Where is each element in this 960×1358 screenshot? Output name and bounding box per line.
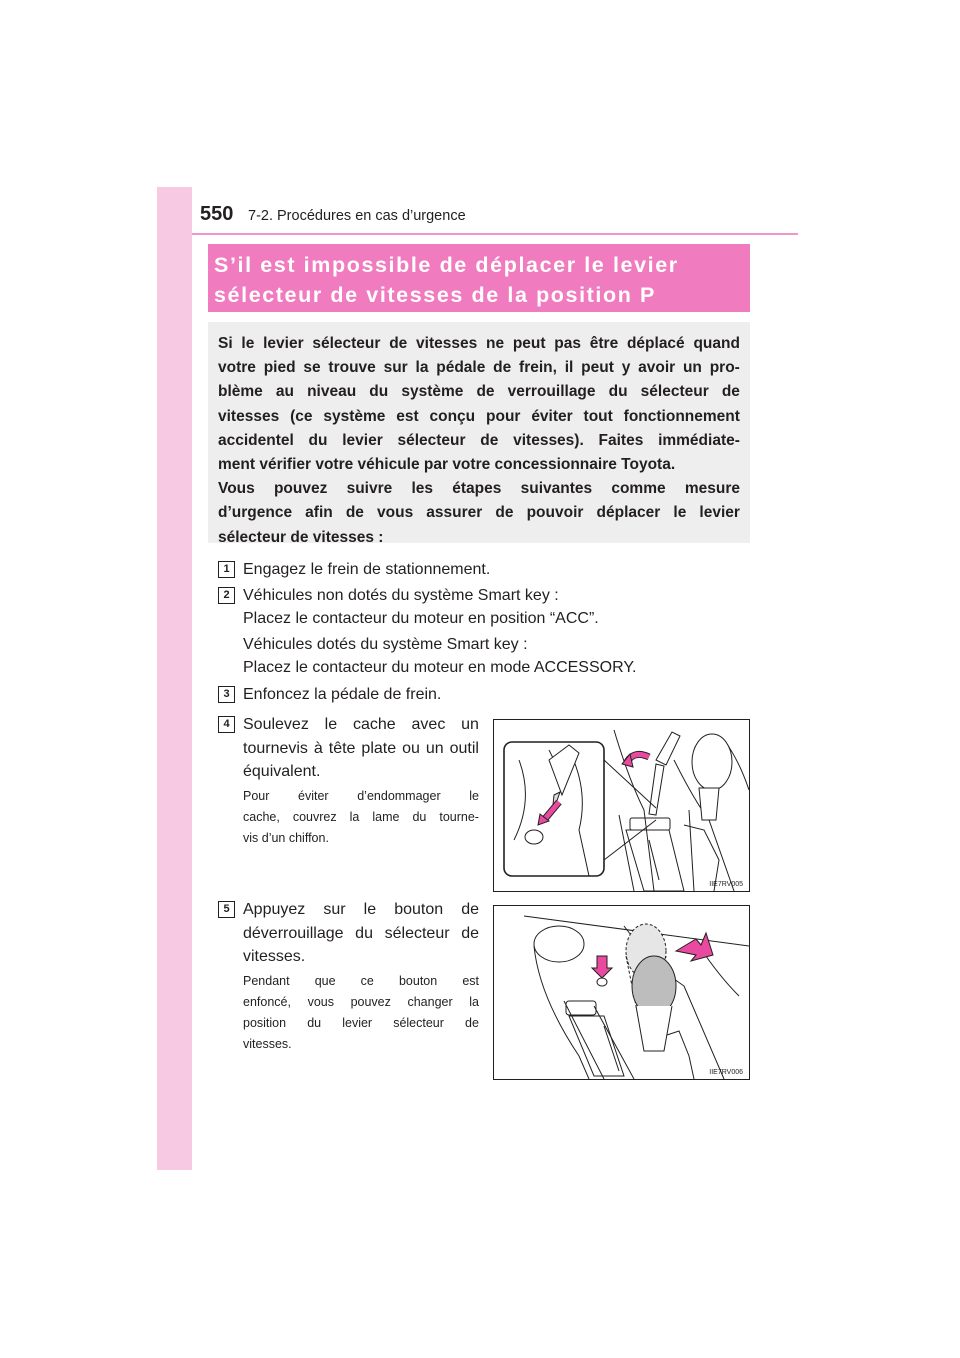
- word: plate: [361, 739, 397, 757]
- section-title-box: [208, 244, 750, 312]
- word: suivre: [346, 480, 393, 498]
- word: éviter: [298, 789, 329, 803]
- word: les: [411, 480, 434, 498]
- step-5-note: [243, 971, 479, 1055]
- word: sur: [383, 359, 408, 377]
- word: déplacé: [626, 335, 685, 352]
- word: assurer: [426, 504, 483, 522]
- intro-line: [218, 356, 740, 380]
- word: levier: [342, 431, 383, 449]
- step-number-4: 4: [218, 716, 235, 733]
- word: pour: [486, 407, 521, 425]
- step-5-line: [243, 898, 479, 922]
- word: la: [469, 995, 479, 1009]
- page-number: 550: [200, 203, 234, 225]
- step-number-5: 5: [218, 901, 235, 918]
- word: du: [308, 431, 328, 449]
- word: sélecteur: [393, 1016, 444, 1030]
- word: du: [369, 383, 389, 401]
- word: du: [307, 1016, 322, 1030]
- word: pouvoir: [526, 504, 584, 522]
- intro-line: sélecteur de vitesses :: [218, 528, 384, 546]
- step-2-text-b1: Véhicules dotés du système Smart key :: [243, 636, 528, 653]
- step-4-text: [243, 713, 479, 784]
- note-line: [243, 786, 479, 807]
- word: au: [275, 383, 294, 401]
- word: bouton: [398, 974, 438, 988]
- word: de: [480, 431, 499, 449]
- note-line: vitesses.: [243, 1037, 292, 1051]
- word: de: [461, 924, 479, 942]
- step-1-text: Engagez le frein de stationnement.: [243, 561, 491, 578]
- intro-line: [218, 429, 740, 453]
- figure-screwdriver-cover: [493, 719, 750, 892]
- word: immédiate-: [658, 431, 740, 449]
- word: vous: [307, 995, 334, 1009]
- note-line: vis d’un chiffon.: [243, 831, 329, 845]
- word: tête: [328, 739, 356, 757]
- word: Pour: [243, 789, 270, 803]
- word: être: [589, 335, 619, 352]
- word: Pendant: [243, 974, 290, 988]
- word: est: [396, 407, 419, 425]
- intro-line: ment vérifier votre véhicule par votre concessionnaire Toyota.: [218, 456, 676, 474]
- header-rule: [192, 233, 798, 235]
- word: conçu: [429, 407, 476, 425]
- word: vitesses: [218, 407, 280, 425]
- word: trouve: [328, 359, 376, 377]
- word: le: [241, 335, 255, 352]
- word: niveau: [307, 383, 357, 401]
- word: ce: [360, 974, 374, 988]
- word: pouvez: [273, 480, 328, 498]
- word: changer: [407, 995, 453, 1009]
- illustration-lift-cover: [494, 720, 749, 891]
- section-title-line-2: sélecteur de vitesses de la position P: [214, 283, 656, 307]
- word: Appuyez: [243, 901, 306, 918]
- word: levier: [263, 335, 304, 352]
- word: le: [324, 716, 338, 733]
- word: d’endommager: [357, 789, 441, 803]
- word: système: [401, 383, 464, 401]
- word: déplacer: [596, 504, 661, 522]
- word: de: [465, 1016, 479, 1030]
- word: tournevis: [243, 739, 308, 757]
- word: levier: [342, 1016, 373, 1030]
- figure-code: IIE7RV006: [709, 1069, 743, 1076]
- step-3-text: Enfoncez la pédale de frein.: [243, 686, 442, 703]
- word: est: [462, 974, 479, 988]
- word: blème: [218, 383, 263, 401]
- word: pro-: [709, 359, 740, 377]
- word: pas: [554, 335, 582, 352]
- word: position: [243, 1016, 287, 1030]
- word: la: [415, 359, 429, 377]
- word: lame: [372, 810, 400, 824]
- figure-code: IIE7RV005: [709, 881, 743, 888]
- word: Vous: [218, 480, 255, 498]
- word: de: [476, 383, 495, 401]
- word: avec: [411, 716, 446, 733]
- word: accidentel: [218, 431, 294, 449]
- word: système: [323, 407, 386, 425]
- word: à: [313, 739, 323, 757]
- word: y: [621, 359, 631, 377]
- step-2-text-a2: Placez le contacteur du moteur en position “ACC”.: [243, 610, 599, 627]
- word: du: [608, 383, 628, 401]
- word: levier: [699, 504, 740, 522]
- word: mesure: [684, 480, 740, 498]
- step-5-text: [243, 898, 479, 969]
- word: verrouillage: [507, 383, 596, 401]
- note-line: [243, 1013, 479, 1034]
- word: le: [363, 901, 377, 918]
- word: il: [564, 359, 574, 377]
- intro-line: [218, 332, 740, 356]
- section-title-line-1: S’il est impossible de déplacer le levier: [214, 253, 679, 277]
- word: de: [345, 504, 364, 522]
- word: pédale: [436, 359, 486, 377]
- step-4-line: [243, 737, 479, 761]
- word: que: [314, 974, 336, 988]
- step-5-line: [243, 922, 479, 946]
- word: ne: [485, 335, 505, 352]
- word: pied: [263, 359, 296, 377]
- step-2-text-b2: Placez le contacteur du moteur en mode ACCESSORY.: [243, 659, 637, 676]
- word: peut: [581, 359, 614, 377]
- word: de: [389, 335, 408, 352]
- step-4-line: équivalent.: [243, 763, 321, 780]
- word: Faites: [598, 431, 644, 449]
- word: outil: [449, 739, 479, 757]
- step-2-text-a1: Véhicules non dotés du système Smart key :: [243, 587, 559, 604]
- word: vitesses: [416, 335, 478, 352]
- word: le: [673, 504, 687, 522]
- step-number-2: 2: [218, 587, 235, 604]
- step-4-note: [243, 786, 479, 849]
- word: (ce: [290, 407, 313, 425]
- chapter-side-tab: [157, 187, 192, 1170]
- step-5-line: vitesses.: [243, 948, 306, 965]
- word: cache: [352, 716, 396, 733]
- word: vitesses).: [513, 431, 584, 449]
- word: ou: [402, 739, 420, 757]
- word: comme: [611, 480, 666, 498]
- step-number-1: 1: [218, 561, 235, 578]
- chapter-heading: 7-2. Procédures en cas d’urgence: [248, 208, 466, 224]
- word: un: [425, 739, 444, 757]
- word: du: [412, 810, 427, 824]
- word: pouvez: [350, 995, 391, 1009]
- word: un: [682, 359, 702, 377]
- word: frein,: [519, 359, 557, 377]
- word: quand: [693, 335, 740, 352]
- note-line: [243, 807, 479, 828]
- word: peut: [512, 335, 546, 352]
- word: se: [303, 359, 321, 377]
- word: sélecteur: [312, 335, 381, 352]
- word: d’urgence: [218, 504, 293, 522]
- word: fonctionnement: [623, 407, 740, 425]
- word: de: [495, 504, 514, 522]
- word: de: [461, 901, 479, 918]
- intro-box: [208, 322, 750, 546]
- note-line: [243, 971, 479, 992]
- word: sélecteur: [384, 924, 450, 942]
- word: bouton: [394, 901, 444, 918]
- word: Si: [218, 335, 233, 352]
- figure-release-button: [493, 905, 750, 1080]
- word: cache,: [243, 810, 280, 824]
- word: de: [493, 359, 512, 377]
- intro-line: [218, 405, 740, 429]
- word: avoir: [638, 359, 676, 377]
- word: tourne-: [439, 810, 479, 824]
- word: enfoncé,: [243, 995, 291, 1009]
- step-4-line: [243, 713, 479, 737]
- note-line: [243, 992, 479, 1013]
- word: sur: [323, 901, 346, 918]
- word: sélecteur: [397, 431, 466, 449]
- word: éviter: [531, 407, 573, 425]
- word: couvrez: [292, 810, 337, 824]
- word: du: [355, 924, 373, 942]
- word: un: [461, 716, 479, 733]
- intro-line: [218, 380, 740, 404]
- word: tout: [583, 407, 613, 425]
- word: Soulevez: [243, 716, 309, 733]
- word: sélecteur: [640, 383, 709, 401]
- step-number-3: 3: [218, 686, 235, 703]
- word: déverrouillage: [243, 924, 344, 942]
- intro-line: [218, 477, 740, 501]
- word: vous: [377, 504, 414, 522]
- word: la: [349, 810, 360, 824]
- word: le: [469, 789, 479, 803]
- word: étapes: [452, 480, 502, 498]
- intro-line: [218, 501, 740, 525]
- illustration-shift-lock-release: [494, 906, 749, 1079]
- word: afin: [305, 504, 333, 522]
- word: votre: [218, 359, 256, 377]
- word: de: [721, 383, 740, 401]
- word: suivantes: [520, 480, 593, 498]
